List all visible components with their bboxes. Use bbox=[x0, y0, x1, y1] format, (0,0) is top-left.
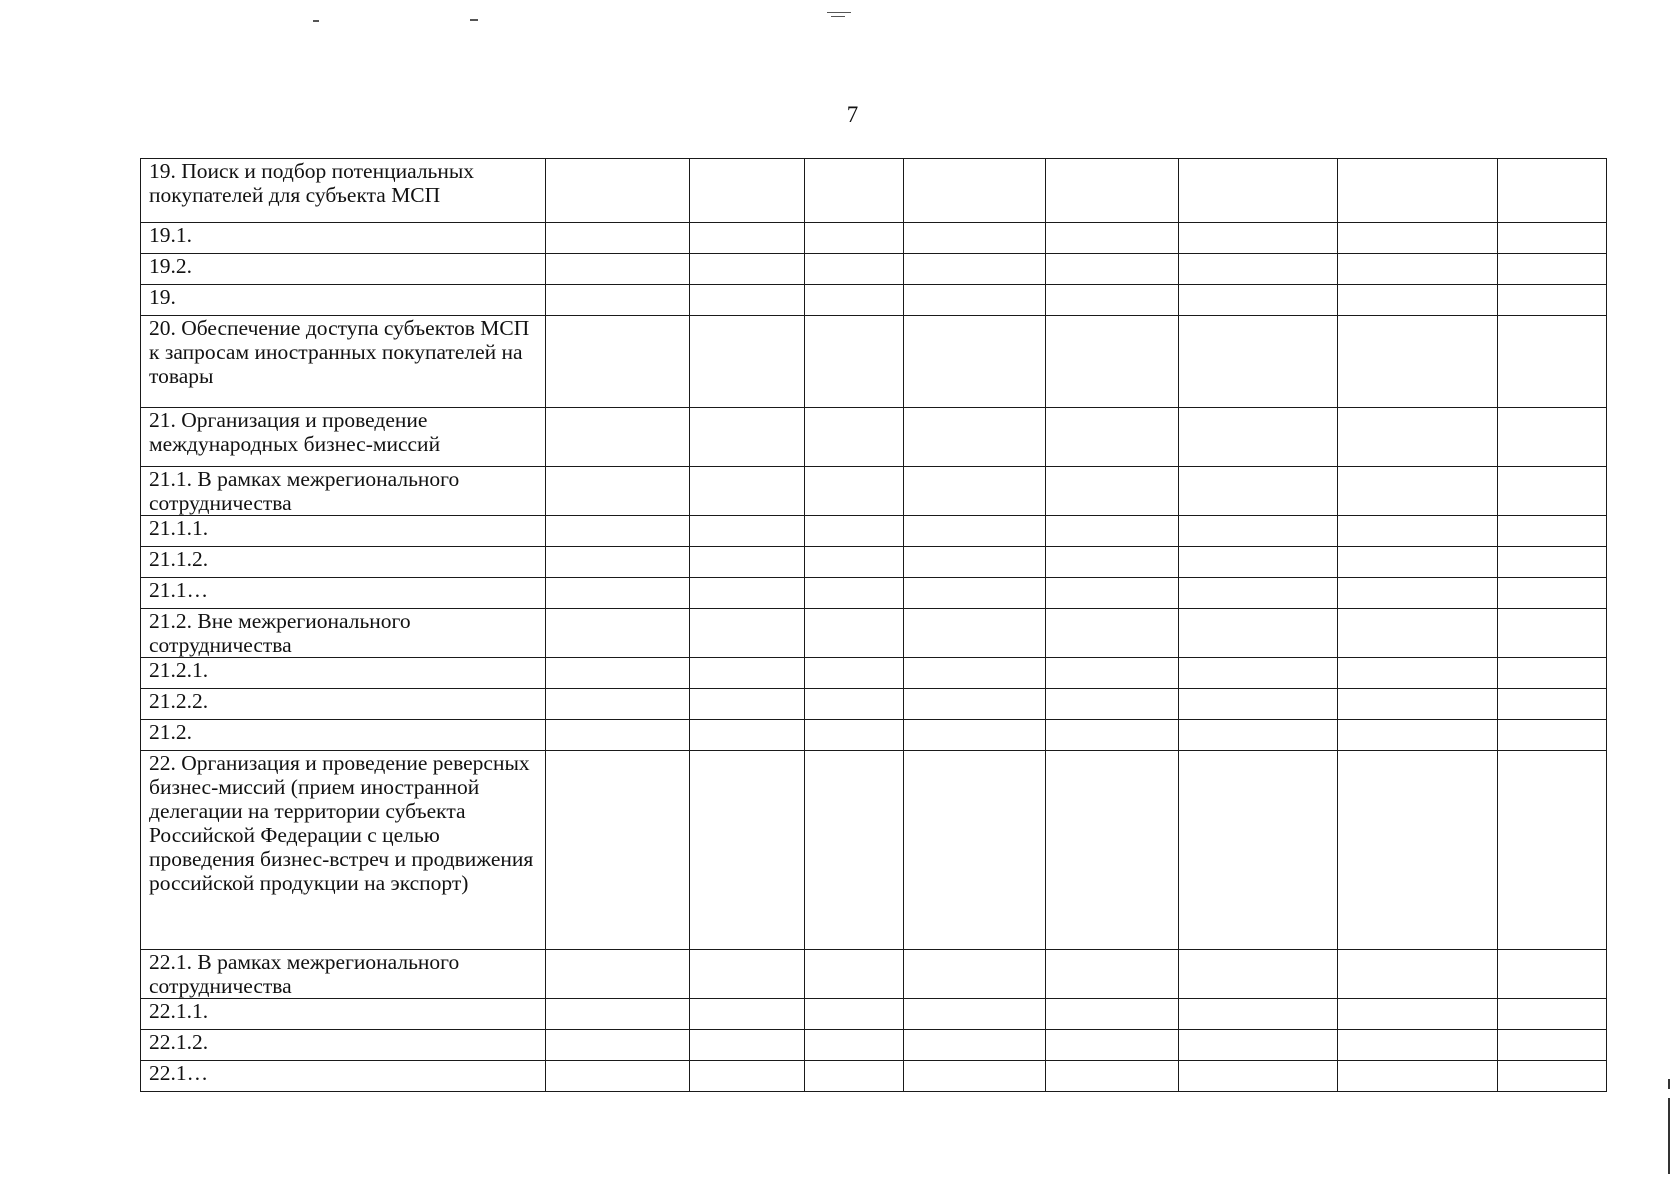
row-label: 21.2.1. bbox=[141, 658, 546, 689]
empty-cell bbox=[904, 999, 1046, 1030]
empty-cell bbox=[546, 467, 690, 516]
empty-cell bbox=[805, 467, 904, 516]
empty-cell bbox=[1179, 609, 1338, 658]
empty-cell bbox=[1046, 516, 1179, 547]
empty-cell bbox=[1498, 516, 1607, 547]
scan-mark bbox=[313, 20, 319, 22]
empty-cell bbox=[904, 658, 1046, 689]
row-label: 22.1. В рамках межрегионального сотрудничества bbox=[141, 950, 546, 999]
empty-cell bbox=[690, 720, 805, 751]
row-label: 21.2.2. bbox=[141, 689, 546, 720]
empty-cell bbox=[546, 999, 690, 1030]
empty-cell bbox=[1338, 689, 1498, 720]
empty-cell bbox=[904, 950, 1046, 999]
empty-cell bbox=[904, 408, 1046, 467]
empty-cell bbox=[546, 1061, 690, 1092]
empty-cell bbox=[904, 254, 1046, 285]
empty-cell bbox=[904, 1061, 1046, 1092]
empty-cell bbox=[1046, 408, 1179, 467]
table-row bbox=[141, 547, 1607, 578]
empty-cell bbox=[1498, 254, 1607, 285]
empty-cell bbox=[1338, 285, 1498, 316]
empty-cell bbox=[1046, 223, 1179, 254]
empty-cell bbox=[1338, 578, 1498, 609]
empty-cell bbox=[904, 223, 1046, 254]
empty-cell bbox=[546, 254, 690, 285]
row-label: 20. Обеспечение доступа субъектов МСП к запросам иностранных покупателей на товары bbox=[141, 316, 546, 408]
empty-cell bbox=[904, 720, 1046, 751]
empty-cell bbox=[1179, 689, 1338, 720]
empty-cell bbox=[1179, 285, 1338, 316]
table-row bbox=[141, 159, 1607, 223]
empty-cell bbox=[1338, 159, 1498, 223]
empty-cell bbox=[546, 950, 690, 999]
empty-cell bbox=[690, 547, 805, 578]
empty-cell bbox=[546, 316, 690, 408]
empty-cell bbox=[690, 999, 805, 1030]
table-row bbox=[141, 950, 1607, 999]
empty-cell bbox=[805, 547, 904, 578]
empty-cell bbox=[1338, 751, 1498, 950]
row-label: 22. Организация и проведение реверсных бизнес-миссий (прием иностранной делегации на территории субъекта Российской Федерации с целью проведения бизнес-встреч и продвижения российской продукции на экспорт) bbox=[141, 751, 546, 950]
empty-cell bbox=[1046, 578, 1179, 609]
empty-cell bbox=[546, 751, 690, 950]
empty-cell bbox=[805, 1061, 904, 1092]
empty-cell bbox=[1179, 999, 1338, 1030]
table-row bbox=[141, 1061, 1607, 1092]
empty-cell bbox=[690, 609, 805, 658]
table-row bbox=[141, 408, 1607, 467]
empty-cell bbox=[904, 516, 1046, 547]
table-row bbox=[141, 999, 1607, 1030]
empty-cell bbox=[1338, 254, 1498, 285]
empty-cell bbox=[1046, 950, 1179, 999]
empty-cell bbox=[1498, 950, 1607, 999]
empty-cell bbox=[1179, 408, 1338, 467]
empty-cell bbox=[690, 1030, 805, 1061]
row-label: 21.1… bbox=[141, 578, 546, 609]
empty-cell bbox=[1179, 1061, 1338, 1092]
empty-cell bbox=[805, 609, 904, 658]
empty-cell bbox=[546, 408, 690, 467]
empty-cell bbox=[1498, 609, 1607, 658]
empty-cell bbox=[1046, 658, 1179, 689]
empty-cell bbox=[1046, 720, 1179, 751]
empty-cell bbox=[805, 223, 904, 254]
empty-cell bbox=[1338, 467, 1498, 516]
row-label: 19. Поиск и подбор потенциальных покупателей для субъекта МСП bbox=[141, 159, 546, 223]
table-row bbox=[141, 578, 1607, 609]
empty-cell bbox=[904, 316, 1046, 408]
empty-cell bbox=[690, 751, 805, 950]
empty-cell bbox=[1046, 547, 1179, 578]
empty-cell bbox=[690, 658, 805, 689]
empty-cell bbox=[1338, 516, 1498, 547]
row-label: 19.1. bbox=[141, 223, 546, 254]
empty-cell bbox=[805, 516, 904, 547]
table-row bbox=[141, 285, 1607, 316]
empty-cell bbox=[805, 751, 904, 950]
table-row bbox=[141, 720, 1607, 751]
empty-cell bbox=[1498, 751, 1607, 950]
empty-cell bbox=[546, 1030, 690, 1061]
empty-cell bbox=[805, 720, 904, 751]
empty-cell bbox=[690, 285, 805, 316]
empty-cell bbox=[1338, 223, 1498, 254]
empty-cell bbox=[1498, 999, 1607, 1030]
table-row bbox=[141, 316, 1607, 408]
empty-cell bbox=[1046, 689, 1179, 720]
empty-cell bbox=[805, 159, 904, 223]
empty-cell bbox=[1046, 159, 1179, 223]
empty-cell bbox=[1338, 1030, 1498, 1061]
empty-cell bbox=[904, 1030, 1046, 1061]
empty-cell bbox=[1338, 547, 1498, 578]
empty-cell bbox=[805, 1030, 904, 1061]
empty-cell bbox=[546, 609, 690, 658]
empty-cell bbox=[1179, 720, 1338, 751]
empty-cell bbox=[805, 950, 904, 999]
empty-cell bbox=[1498, 316, 1607, 408]
empty-cell bbox=[1498, 408, 1607, 467]
empty-cell bbox=[1046, 1061, 1179, 1092]
empty-cell bbox=[1338, 1061, 1498, 1092]
empty-cell bbox=[690, 578, 805, 609]
empty-cell bbox=[805, 408, 904, 467]
empty-cell bbox=[1179, 254, 1338, 285]
empty-cell bbox=[1179, 578, 1338, 609]
empty-cell bbox=[805, 316, 904, 408]
empty-cell bbox=[690, 223, 805, 254]
empty-cell bbox=[1046, 467, 1179, 516]
empty-cell bbox=[1179, 950, 1338, 999]
empty-cell bbox=[1338, 950, 1498, 999]
table-row bbox=[141, 689, 1607, 720]
empty-cell bbox=[1498, 720, 1607, 751]
empty-cell bbox=[1338, 720, 1498, 751]
table-row bbox=[141, 609, 1607, 658]
empty-cell bbox=[1046, 285, 1179, 316]
empty-cell bbox=[1498, 159, 1607, 223]
row-label: 21.1.1. bbox=[141, 516, 546, 547]
empty-cell bbox=[805, 999, 904, 1030]
empty-cell bbox=[805, 254, 904, 285]
empty-cell bbox=[690, 689, 805, 720]
empty-cell bbox=[805, 689, 904, 720]
empty-cell bbox=[904, 285, 1046, 316]
page-number: 7 bbox=[846, 102, 859, 127]
empty-cell bbox=[1498, 467, 1607, 516]
empty-cell bbox=[546, 159, 690, 223]
empty-cell bbox=[546, 658, 690, 689]
empty-cell bbox=[1179, 316, 1338, 408]
row-label: 21. Организация и проведение международных бизнес-миссий bbox=[141, 408, 546, 467]
empty-cell bbox=[1179, 467, 1338, 516]
empty-cell bbox=[1498, 223, 1607, 254]
binder-mark bbox=[1668, 1098, 1670, 1174]
empty-cell bbox=[1498, 578, 1607, 609]
empty-cell bbox=[904, 578, 1046, 609]
table-row bbox=[141, 1030, 1607, 1061]
empty-cell bbox=[546, 516, 690, 547]
empty-cell bbox=[1046, 751, 1179, 950]
scan-mark bbox=[470, 19, 478, 21]
empty-cell bbox=[1179, 159, 1338, 223]
empty-cell bbox=[1338, 658, 1498, 689]
scan-mark bbox=[831, 16, 845, 17]
empty-cell bbox=[805, 578, 904, 609]
table-row bbox=[141, 467, 1607, 516]
table-row bbox=[141, 658, 1607, 689]
empty-cell bbox=[805, 285, 904, 316]
empty-cell bbox=[1498, 1061, 1607, 1092]
empty-cell bbox=[690, 516, 805, 547]
table-body bbox=[141, 159, 1607, 1092]
table-row bbox=[141, 254, 1607, 285]
table-row bbox=[141, 516, 1607, 547]
report-table bbox=[140, 158, 1607, 1092]
row-label: 21.2. bbox=[141, 720, 546, 751]
empty-cell bbox=[1498, 285, 1607, 316]
row-label: 21.1. В рамках межрегионального сотрудничества bbox=[141, 467, 546, 516]
empty-cell bbox=[1046, 316, 1179, 408]
empty-cell bbox=[690, 467, 805, 516]
row-label: 21.2. Вне межрегионального сотрудничества bbox=[141, 609, 546, 658]
empty-cell bbox=[1338, 609, 1498, 658]
empty-cell bbox=[546, 578, 690, 609]
row-label: 22.1.2. bbox=[141, 1030, 546, 1061]
empty-cell bbox=[904, 751, 1046, 950]
empty-cell bbox=[904, 689, 1046, 720]
empty-cell bbox=[904, 609, 1046, 658]
empty-cell bbox=[1179, 516, 1338, 547]
empty-cell bbox=[546, 720, 690, 751]
empty-cell bbox=[1046, 999, 1179, 1030]
empty-cell bbox=[690, 408, 805, 467]
empty-cell bbox=[1046, 1030, 1179, 1061]
empty-cell bbox=[904, 159, 1046, 223]
scan-mark bbox=[827, 12, 851, 13]
empty-cell bbox=[904, 467, 1046, 516]
empty-cell bbox=[690, 159, 805, 223]
empty-cell bbox=[546, 285, 690, 316]
empty-cell bbox=[1179, 223, 1338, 254]
empty-cell bbox=[690, 950, 805, 999]
empty-cell bbox=[690, 1061, 805, 1092]
table-row bbox=[141, 223, 1607, 254]
binder-mark bbox=[1668, 1079, 1670, 1089]
empty-cell bbox=[1179, 1030, 1338, 1061]
empty-cell bbox=[1046, 609, 1179, 658]
empty-cell bbox=[546, 223, 690, 254]
empty-cell bbox=[1046, 254, 1179, 285]
empty-cell bbox=[690, 316, 805, 408]
empty-cell bbox=[1338, 408, 1498, 467]
empty-cell bbox=[1179, 658, 1338, 689]
row-label: 22.1.1. bbox=[141, 999, 546, 1030]
row-label: 19.2. bbox=[141, 254, 546, 285]
empty-cell bbox=[904, 547, 1046, 578]
empty-cell bbox=[1498, 1030, 1607, 1061]
empty-cell bbox=[805, 658, 904, 689]
empty-cell bbox=[1338, 316, 1498, 408]
row-label: 19. bbox=[141, 285, 546, 316]
empty-cell bbox=[1179, 751, 1338, 950]
empty-cell bbox=[1498, 689, 1607, 720]
row-label: 21.1.2. bbox=[141, 547, 546, 578]
empty-cell bbox=[1179, 547, 1338, 578]
row-label: 22.1… bbox=[141, 1061, 546, 1092]
empty-cell bbox=[690, 254, 805, 285]
table-row bbox=[141, 751, 1607, 950]
empty-cell bbox=[1498, 547, 1607, 578]
empty-cell bbox=[546, 689, 690, 720]
empty-cell bbox=[546, 547, 690, 578]
empty-cell bbox=[1498, 658, 1607, 689]
empty-cell bbox=[1338, 999, 1498, 1030]
